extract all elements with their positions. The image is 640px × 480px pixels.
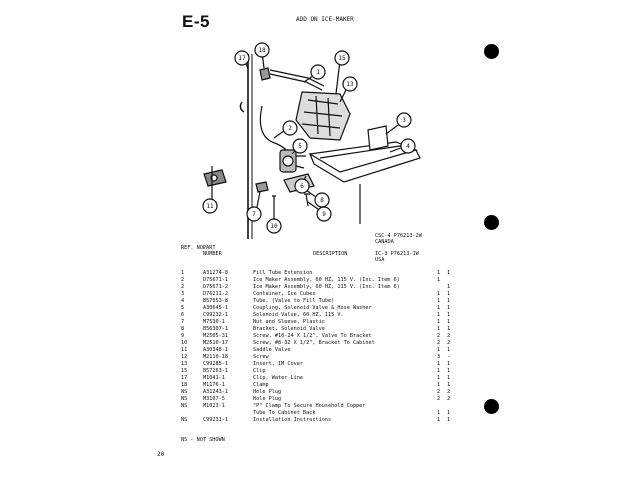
ref-cell: 8: [181, 326, 185, 332]
qty-usa-cell: 1: [447, 298, 451, 304]
description-cell: Insert, IM Cover: [253, 361, 303, 367]
qty-canada-cell: 1: [437, 326, 441, 332]
description-cell: Ice Maker Assembly, 60 HZ, 115 V. (Inc. Item 6): [253, 284, 400, 290]
ref-cell: 4: [181, 298, 185, 304]
part-number-cell: B56307-1: [203, 326, 228, 332]
description-cell: Clamp: [253, 382, 269, 388]
part-number-cell: M2505-31: [203, 333, 228, 339]
part-number-cell: M2510-17: [203, 340, 228, 346]
callout-2: 2: [288, 125, 292, 132]
qty-canada-cell: 2: [437, 333, 441, 339]
part-number-cell: A31243-1: [203, 389, 228, 395]
qty-usa-cell: -: [447, 354, 451, 360]
part-number-cell: M2110-18: [203, 354, 228, 360]
qty-canada-cell: 1: [437, 417, 441, 423]
part-number-cell: A31274-8: [203, 270, 228, 276]
qty-usa-cell: 1: [447, 312, 451, 318]
qty-canada-cell: 1: [437, 410, 441, 416]
ref-cell: 3: [181, 291, 185, 297]
footnote: NS - NOT SHOWN: [181, 437, 225, 443]
ref-cell: 1: [181, 270, 185, 276]
description-cell: Container, Ice Cubes: [253, 291, 316, 297]
page-title: ADD ON ICE-MAKER: [296, 16, 354, 23]
qty-usa-cell: 1: [447, 270, 451, 276]
description-cell: Clip: [253, 368, 266, 374]
description-cell: Screw: [253, 354, 269, 360]
part-number-cell: D76211-2: [203, 291, 228, 297]
ref-cell: 2: [181, 284, 185, 290]
qty-usa-cell: 1: [447, 410, 451, 416]
ref-cell: 11: [181, 347, 188, 353]
qty-canada-cell: 1: [437, 298, 441, 304]
callout-8: 8: [320, 197, 324, 204]
ref-no-header: REF. NO.: [181, 245, 206, 251]
qty-canada-cell: 1: [437, 319, 441, 325]
qty-canada-cell: 1: [437, 382, 441, 388]
qty-usa-cell: 1: [447, 375, 451, 381]
part-number-header: PART NUMBER: [203, 245, 222, 257]
description-cell: Installation Instructions: [253, 417, 332, 423]
callout-3: 3: [402, 117, 406, 124]
callout-18: 18: [258, 47, 266, 54]
description-cell: Nut and Sleeve, Plastic: [253, 319, 325, 325]
qty-usa-cell: 2: [447, 333, 451, 339]
qty-canada-cell: 1: [437, 368, 441, 374]
description-cell: Hole Plug: [253, 396, 282, 402]
callout-1: 1: [316, 69, 320, 76]
qty-usa-cell: 1: [447, 417, 451, 423]
qty-canada-cell: 1: [437, 312, 441, 318]
description-cell: Saddle Valve: [253, 347, 291, 353]
ref-cell: 7: [181, 319, 185, 325]
ref-cell: NS: [181, 417, 188, 423]
part-number-cell: M3107-5: [203, 396, 225, 402]
callout-17: 17: [238, 55, 246, 62]
part-number-cell: A30645-1: [203, 305, 228, 311]
qty-canada-cell: 2: [437, 389, 441, 395]
page-code: E-5: [182, 12, 210, 31]
qty-usa-cell: 1: [447, 382, 451, 388]
part-number-cell: A30348-1: [203, 347, 228, 353]
ref-cell: NS: [181, 403, 188, 409]
description-cell: Solenoid Valve, 60 HZ, 115 V.: [253, 312, 344, 318]
qty-canada-cell: 2: [437, 340, 441, 346]
qty-canada-cell: 1: [437, 291, 441, 297]
ref-cell: 15: [181, 368, 188, 374]
callout-15: 15: [338, 55, 346, 62]
model-header-3: IC-3 P76213-1W: [375, 251, 419, 257]
description-cell: Ice Maker Assembly, 60 HZ, 115 V. (Inc. Item 6): [253, 277, 400, 283]
punch-hole-middle: [484, 215, 499, 230]
ref-cell: NS: [181, 396, 188, 402]
part-number-cell: M1023-1: [203, 403, 225, 409]
ref-cell: 2: [181, 277, 185, 283]
qty-usa-cell: 1: [447, 326, 451, 332]
qty-canada-cell: 1: [437, 361, 441, 367]
qty-usa-cell: 1: [447, 347, 451, 353]
ref-cell: 5: [181, 305, 185, 311]
part-number-cell: B57053-8: [203, 298, 228, 304]
callout-13: 13: [346, 81, 354, 88]
part-number-cell: C99232-1: [203, 312, 228, 318]
qty-usa-cell: 2: [447, 389, 451, 395]
model-header-2: CANADA: [375, 239, 394, 245]
description-cell: "P" Clamp To Secure Household Copper: [253, 403, 366, 409]
callout-10: 10: [270, 223, 278, 230]
qty-usa-cell: 1: [447, 319, 451, 325]
qty-usa-cell: 1: [447, 361, 451, 367]
description-cell: Clip, Water Line: [253, 375, 303, 381]
description-cell: Fill Tube Extension: [253, 270, 313, 276]
qty-canada-cell: 1: [437, 270, 441, 276]
punch-hole-bottom: [484, 399, 499, 414]
model-header-4: USA: [375, 257, 385, 263]
qty-canada-cell: 3: [437, 354, 441, 360]
qty-canada-cell: 1: [437, 305, 441, 311]
qty-canada-cell: 1: [437, 277, 441, 283]
part-number-cell: C99231-1: [203, 417, 228, 423]
ref-cell: 12: [181, 354, 188, 360]
ref-cell: 6: [181, 312, 185, 318]
part-number-cell: M7530-1: [203, 319, 225, 325]
model-header-1: CSC-4 P76213-2W: [375, 233, 422, 239]
description-cell: Screw, #8-32 X 1/2", Bracket To Cabinet: [253, 340, 375, 346]
ref-cell: 17: [181, 375, 188, 381]
description-cell: Coupling, Solenoid Valve & Hose Washer: [253, 305, 372, 311]
description-header: DESCRIPTION: [313, 251, 348, 257]
description-cell: Bracket, Solenoid Valve: [253, 326, 325, 332]
part-number-cell: D75671-2: [203, 284, 228, 290]
ref-cell: 13: [181, 361, 188, 367]
callout-5: 5: [298, 143, 302, 150]
description-cell: Tube, (Valve to Fill Tube): [253, 298, 335, 304]
qty-canada-cell: 2: [437, 396, 441, 402]
qty-canada-cell: 1: [437, 375, 441, 381]
qty-usa-cell: 1: [447, 291, 451, 297]
part-number-cell: M1176-1: [203, 382, 225, 388]
part-number-cell: B57263-1: [203, 368, 228, 374]
callout-6: 6: [300, 183, 304, 190]
callout-7: 7: [252, 211, 256, 218]
callout-9: 9: [322, 211, 326, 218]
qty-usa-cell: 1: [447, 368, 451, 374]
qty-usa-cell: 1: [447, 305, 451, 311]
callout-4: 4: [406, 143, 410, 150]
ref-cell: NS: [181, 389, 188, 395]
description-cell: Hole Plug: [253, 389, 282, 395]
exploded-parts-diagram: [190, 34, 470, 244]
qty-usa-cell: 2: [447, 340, 451, 346]
description-cell: Screw, #10-24 X 1/2", Valve To Bracket: [253, 333, 372, 339]
description-cell: Tube To Cabinet Back: [253, 410, 316, 416]
ref-cell: 9: [181, 333, 185, 339]
punch-hole-top: [484, 44, 499, 59]
part-number-cell: D75671-1: [203, 277, 228, 283]
callout-11: 11: [206, 203, 214, 210]
part-number-cell: M1041-1: [203, 375, 225, 381]
qty-usa-cell: 1: [447, 284, 451, 290]
part-number-cell: C99285-1: [203, 361, 228, 367]
qty-usa-cell: 2: [447, 396, 451, 402]
ref-cell: 10: [181, 340, 188, 346]
ref-cell: 18: [181, 382, 188, 388]
qty-canada-cell: 1: [437, 347, 441, 353]
page-number: 20: [157, 451, 165, 458]
